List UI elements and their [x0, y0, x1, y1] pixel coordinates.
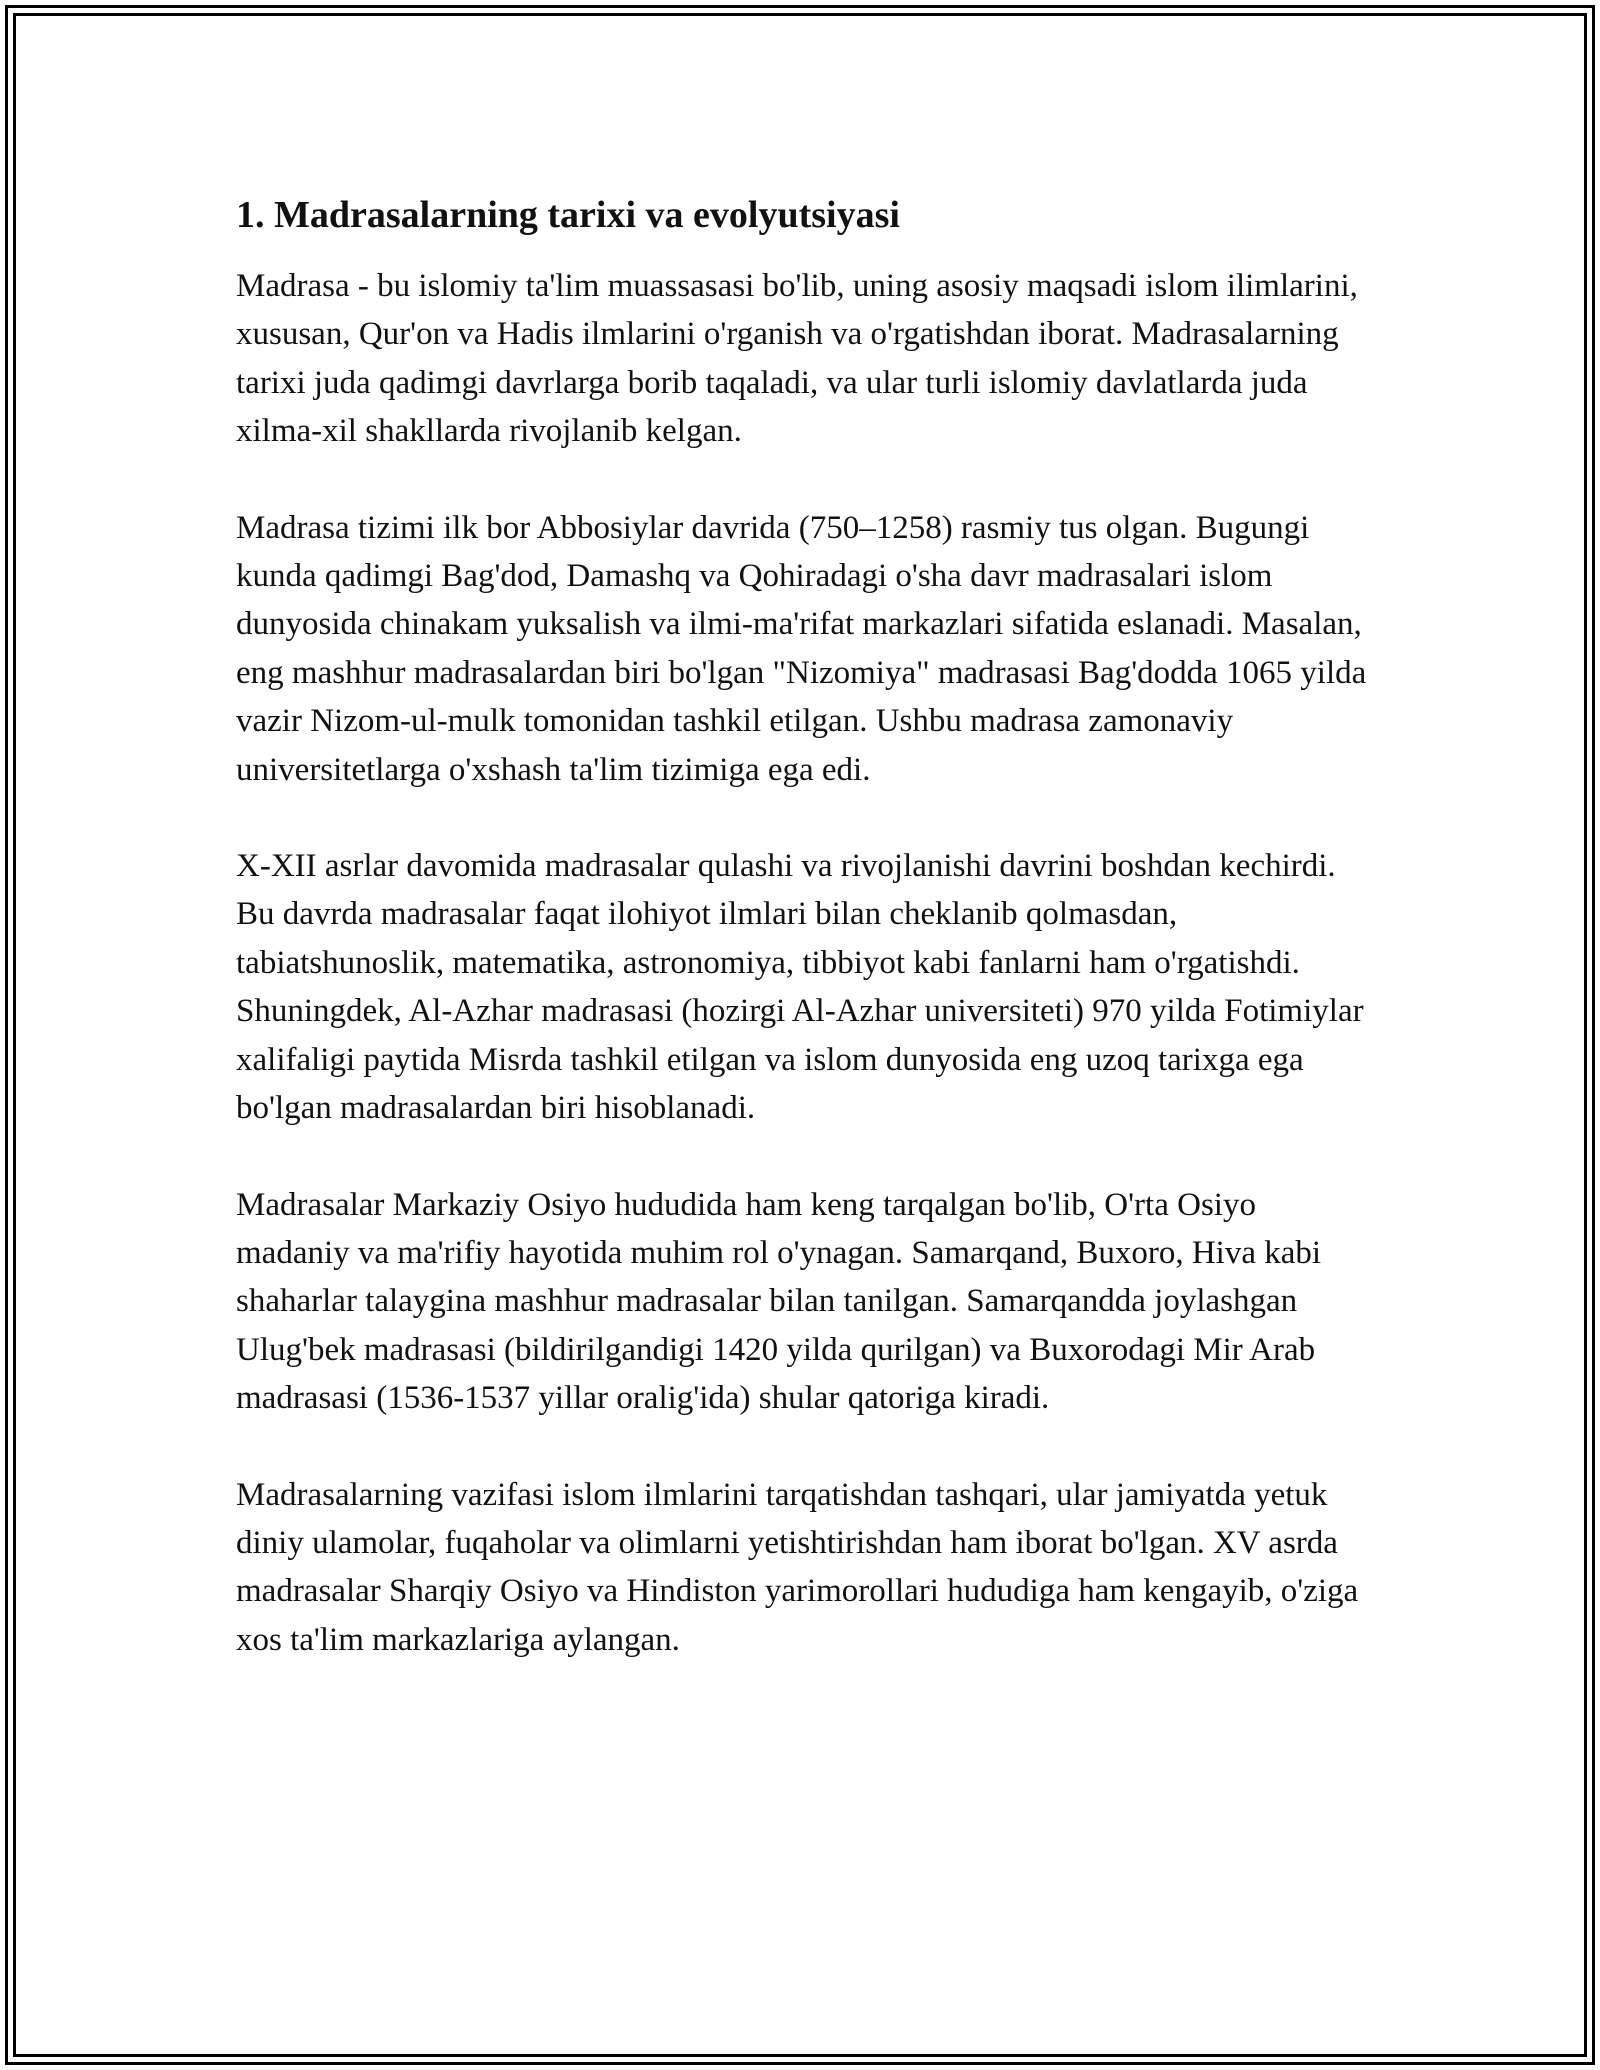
paragraph-5: Madrasalarning vazifasi islom ilmlarini tarqatishdan tashqari, ular jamiyatda yetuk diniy ulamolar, fuqaholar va olimlarni yetishtirishdan ham iborat bo'lgan. XV asrda madrasalar Sharqiy Osiyo va Hindiston yarimorollari hududiga ham kengayib, o'ziga xos ta'lim markazlariga aylangan. [236, 1476, 1359, 1658]
paragraph-1: Madrasa - bu islomiy ta'lim muassasasi bo'lib, uning asosiy maqsadi islom ilimlarini, xususan, Qur'on va Hadis ilmlarini o'rganish va o'rgatishdan iborat. Madrasalarning tarixi juda qadimgi davrlarga borib taqaladi, va ular turli islomiy davlatlarda juda xilma-xil shakllarda rivojlanib kelgan. [236, 268, 1358, 450]
section-heading: 1. Madrasalarning tarixi va evolyutsiyasi [236, 194, 900, 236]
document-body [236, 186, 1376, 1712]
paragraph-4: Madrasalar Markaziy Osiyo hududida ham keng tarqalgan bo'lib, O'rta Osiyo madaniy va ma'rifiy hayotida muhim rol o'ynagan. Samarqand, Buxoro, Hiva kabi shaharlar talaygina mashhur madrasalar bilan tanilgan. Samarqandda joylashgan Ulug'bek madrasasi (bildirilgandigi 1420 yilda qurilgan) va Buxorodagi Mir Arab madrasasi (1536-1537 yillar oralig'ida) shular qatoriga kiradi. [236, 1186, 1322, 1417]
paragraph-2: Madrasa tizimi ilk bor Abbosiylar davrida (750–1258) rasmiy tus olgan. Bugungi kunda qadimgi Bag'dod, Damashq va Qohiradagi o'sha davr madrasalari islom dunyosida chinakam yuksalish va ilmi-ma'rifat markazlari sifatida eslanadi. Masalan, eng mashhur madrasalardan biri bo'lgan "Nizomiya" madrasasi Bag'dodda 1065 yilda vazir Nizom-ul-mulk tomonidan tashkil etilgan. Ushbu madrasa zamonaviy universitetlarga o'xshash ta'lim tizimiga ega edi. [236, 509, 1367, 788]
paragraph-3: X-XII asrlar davomida madrasalar qulashi va rivojlanishi davrini boshdan kechirdi. Bu davrda madrasalar faqat ilohiyot ilmlari bilan cheklanib qolmasdan, tabiatshunoslik, matematika, astronomiya, tibbiyot kabi fanlarni ham o'rgatishdi. Shuningdek, Al-Azhar madrasasi (hozirgi Al-Azhar universiteti) 970 yilda Fotimiylar xalifaligi paytida Misrda tashkil etilgan va islom dunyosida eng uzoq tarixga ega bo'lgan madrasalardan biri hisoblanadi. [236, 848, 1364, 1127]
